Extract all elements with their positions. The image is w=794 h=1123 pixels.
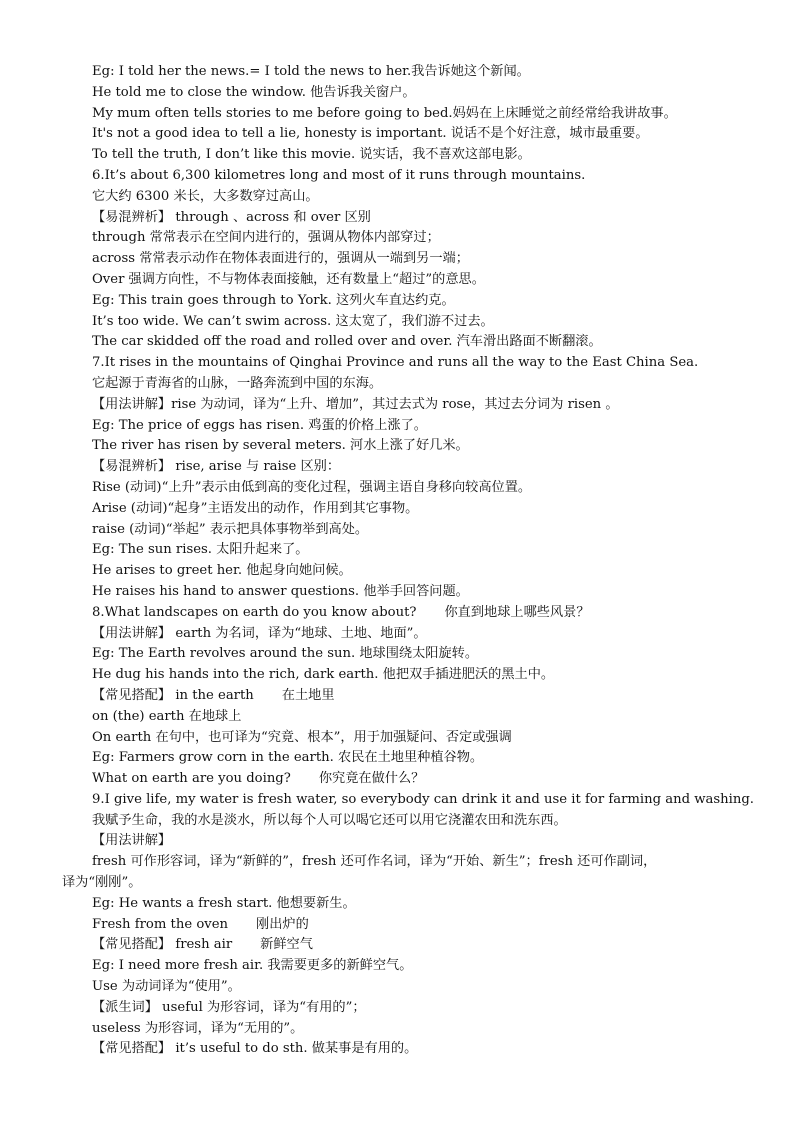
collocation-en: 【常见搭配】 fresh air [92,937,233,953]
phrase-en: Fresh from the oven [92,916,229,932]
label-heading: 【易混辨析】 through 、across 和 over 区别 [92,209,371,225]
text-line: On earth 在句中，也可译为“究竟、根本”，用于加强疑问、否定或强调 [92,729,512,745]
example-en: What on earth are you doing? [92,771,291,787]
collocation-en: 【常见搭配】 in the earth [92,687,254,703]
text-line: Eg: This train goes through to York. 这列火车直达约克。 [92,292,455,308]
text-line: across 常常表示动作在物体表面进行的，强调从一端到另一端； [92,251,469,267]
text-line: He raises his hand to answer questions. 他举手回答问题。 [92,583,469,599]
label-heading: 【用法讲解】 [92,833,172,849]
text-line: Rise (动词)“上升”表示由低到高的变化过程，强调主语自身移向较高位置。 [92,479,532,495]
text-line [62,769,754,790]
label-heading [62,686,754,707]
text-line: The river has risen by several meters. 河水上涨了好几米。 [92,438,469,454]
text-line: It’s too wide. We can’t swim across. 这太宽了，我们游不过去。 [92,313,494,329]
text-line: Eg: The sun rises. 太阳升起来了。 [92,542,309,558]
collocation-zh: 在土地里 [281,687,335,703]
section-heading-9: 9.I give life, my water is fresh water, so everybody can drink it and use it for farming and washing. [92,791,754,807]
text-line: through 常常表示在空间内进行的，强调从物体内部穿过； [92,230,440,246]
text-line: Eg: He wants a fresh start. 他想要新生。 [92,895,356,911]
text-line: raise (动词)“举起” 表示把具体事物举到高处。 [92,521,369,537]
text-line: Eg: Farmers grow corn in the earth. 农民在土地里种植谷物。 [92,750,484,766]
text-line: Eg: The Earth revolves around the sun. 地球围绕太阳旋转。 [92,646,479,662]
text-line: 译为“刚刚”。 [62,875,142,891]
text-line: useless 为形容词，译为“无用的”。 [92,1020,304,1036]
section-heading-6: 6.It’s about 6,300 kilometres long and most of it runs through mountains. [92,167,586,183]
text-line: 我赋予生命，我的水是淡水，所以每个人可以喝它还可以用它浇灌农田和洗东西。 [92,812,567,828]
label-heading: 【派生词】 useful 为形容词，译为“有用的”； [92,999,366,1015]
section-heading-8 [62,603,754,624]
question-en: 8.What landscapes on earth do you know about? [92,604,417,620]
phrase-zh: 刚出炉的 [256,916,309,932]
text-line: Over 强调方向性，不与物体表面接触，还有数量上“超过”的意思。 [92,271,485,287]
text-line: on (the) earth 在地球上 [92,708,242,724]
label-heading: 【用法讲解】 earth 为名词，译为“地球、土地、地面”。 [92,625,427,641]
text-line: 它大约 6300 米长，大多数穿过高山。 [92,188,319,204]
text-line: He arises to greet her. 他起身向她问候。 [92,563,352,579]
collocation-zh: 新鲜空气 [260,937,313,953]
text-line: It's not a good idea to tell a lie, honesty is important. 说话不是个好注意，城市最重要。 [92,126,649,142]
text-line: He dug his hands into the rich, dark earth. 他把双手插进肥沃的黑土中。 [92,667,555,683]
text-line: Eg: I need more fresh air. 我需要更多的新鲜空气。 [92,958,413,974]
text-line: Arise (动词)“起身”主语发出的动作，作用到其它事物。 [92,500,419,516]
text-line: The car skidded off the road and rolled over and over. 汽车滑出路面不断翻滚。 [92,334,602,350]
question-zh: 你直到地球上哪些风景？ [444,604,590,620]
label-heading: 【易混辨析】 rise, arise 与 raise 区别： [92,459,341,475]
text-line: Use 为动词译为“使用”。 [92,979,241,995]
text-line: Eg: The price of eggs has risen. 鸡蛋的价格上涨了。 [92,417,427,433]
text-line: To tell the truth, I don’t like this movie. 说实话，我不喜欢这部电影。 [92,147,531,163]
text-line: He told me to close the window. 他告诉我关窗户。 [92,84,416,100]
text-line: Eg: I told her the news.= I told the news to her.我告诉她这个新闻。 [92,64,530,79]
label-heading: 【常见搭配】 it’s useful to do sth. 做某事是有用的。 [92,1041,418,1057]
section-heading-7: 7.It rises in the mountains of Qinghai Province and runs all the way to the East China Sea. [92,355,699,371]
label-heading: 【用法讲解】rise 为动词，译为“上升、增加”，其过去式为 rose，其过去分词为 risen 。 [92,396,619,412]
text-line: fresh 可作形容词，译为“新鲜的”，fresh 还可作名词，译为“开始、新生”；fresh 还可作副词， [92,854,657,870]
text-line [62,915,754,936]
text-line: 它起源于青海省的山脉，一路奔流到中国的东海。 [92,375,383,391]
example-zh: 你究竟在做什么？ [318,771,425,787]
label-heading [62,935,754,956]
text-line: My mum often tells stories to me before going to bed.妈妈在上床睡觉之前经常给我讲故事。 [92,105,677,121]
